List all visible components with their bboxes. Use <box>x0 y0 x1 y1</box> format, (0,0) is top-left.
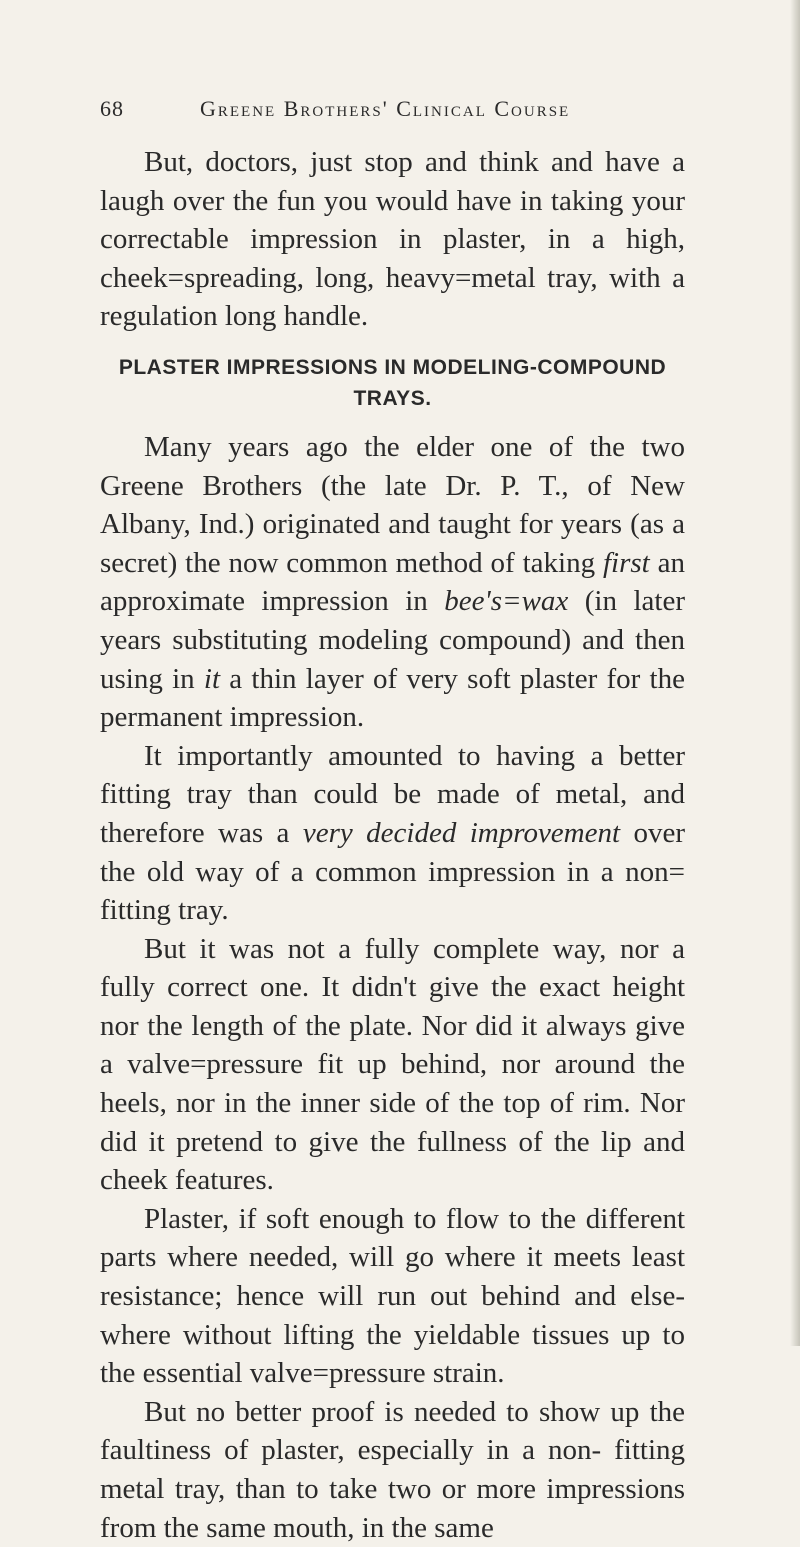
paragraph-2-text-1: Many years ago the elder one of the two Greene Brothers (the late Dr. P. T., of New Albany, Ind.) originated and taught for years (as a secret) the now common method of taking <box>100 430 685 579</box>
paragraph-3-emphasis: very decided improvement <box>302 816 621 849</box>
running-head <box>100 96 660 122</box>
paragraph-3-text-1: It importantly amounted to having a better fitting tray than could be made of metal, and therefore was a <box>100 739 685 849</box>
paragraph-2 <box>100 428 685 737</box>
paragraph-5: Plaster, if soft enough to flow to the different parts where needed, will go where it meets least resistance; hence will run out behind and else- where without lifting the yieldable tissues up to the essential valve=pressure strain. <box>100 1202 685 1390</box>
paragraph-2-emphasis-first: first <box>602 546 650 579</box>
paragraph-2-text-4: a thin layer of very soft plaster for the permanent impression. <box>100 662 685 734</box>
section-heading: PLASTER IMPRESSIONS IN MODELING-COMPOUND TRAYS. <box>118 355 667 410</box>
page-number: 68 <box>100 96 124 121</box>
paragraph-2-text-2: an approximate impression in <box>100 546 685 618</box>
running-head-title: Greene Brothers' Clinical Course <box>200 96 571 121</box>
page-edge-shadow <box>790 0 800 1346</box>
paragraph-2-text-3: (in later years substituting modeling compound) and then using in <box>100 585 685 695</box>
paragraph-6: But no better proof is needed to show up the faultiness of plaster, especially in a non- fitting metal tray, than to take two or more impressions from the same mouth, in the same <box>100 1395 685 1544</box>
paragraph-2-emphasis-it: it <box>203 662 221 695</box>
paragraph-1: But, doctors, just stop and think and have a laugh over the fun you would have in taking your correctable impression in plaster, in a high, cheek=spreading, long, heavy=metal tray, with a regulation long handle. <box>100 146 685 333</box>
paragraph-3 <box>100 737 685 930</box>
paragraph-4: But it was not a fully complete way, nor a fully correct one. It didn't give the exact height nor the length of the plate. Nor did it always give a valve=pressure fit up behind, nor around the heels, nor in the inner side of the top of rim. Nor did it pretend to give the fullness of the lip and cheek features. <box>100 932 685 1197</box>
paragraph-3-text-2: over the old way of a common impression in a non= fitting tray. <box>100 816 685 927</box>
paragraph-2-emphasis-wax: bee's=wax <box>444 585 569 618</box>
body-text <box>100 143 685 1547</box>
